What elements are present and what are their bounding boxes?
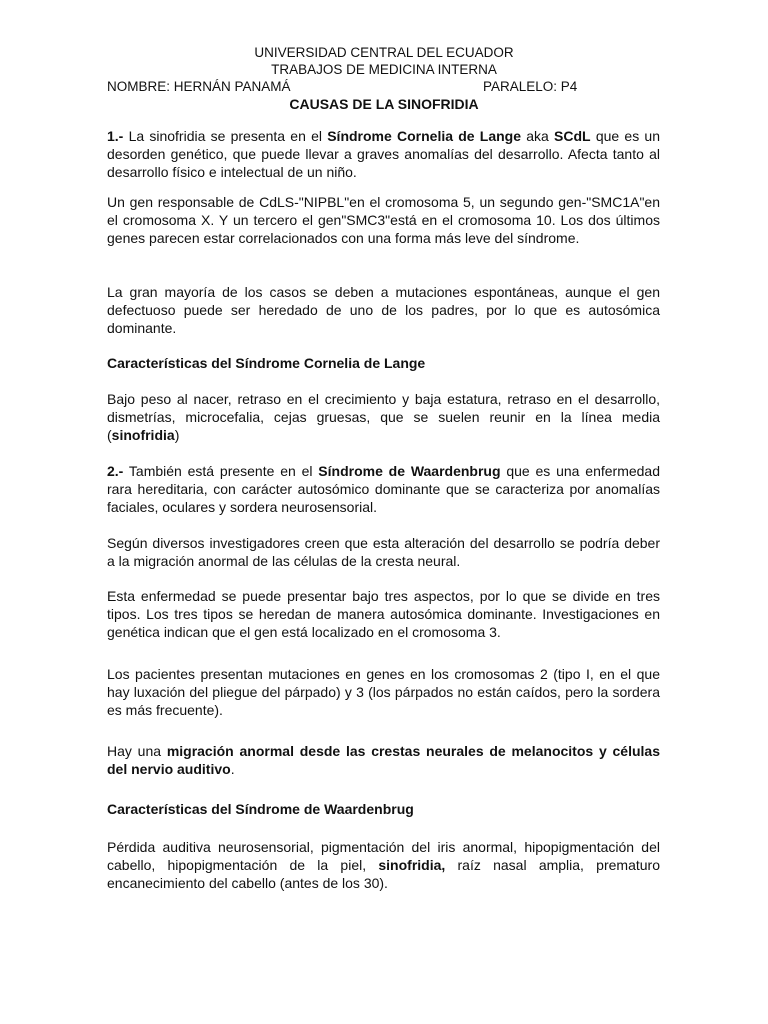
parallel-label: PARALELO: P4 <box>483 79 578 94</box>
item-number: 2.- <box>107 463 124 479</box>
bold-run: sinofridia <box>111 427 175 443</box>
document-title: CAUSAS DE LA SINOFRIDIA <box>289 96 479 112</box>
course-heading: TRABAJOS DE MEDICINA INTERNA <box>271 62 497 77</box>
text-run: También está presente en el <box>123 463 319 479</box>
item-number: 1.- <box>107 128 124 144</box>
paragraph-5 <box>107 462 660 516</box>
text-run: raíz nasal amplia, prematuro encanecimiento del cabello (antes de los 30). <box>107 857 660 891</box>
paragraph-1 <box>107 127 660 181</box>
bold-run: migración anormal desde las crestas neurales de melanocitos y células del nervio auditivo <box>107 743 660 777</box>
text-run: que es una enfermedad rara hereditaria, con carácter autosómico dominante que se caracteriza por anomalías faciales, oculares y sordera neurosensorial. <box>107 463 660 515</box>
paragraph-10 <box>107 838 660 892</box>
text-run: aka <box>521 128 555 144</box>
bold-run: Síndrome de Waardenbrug <box>318 463 501 479</box>
paragraph-3: La gran mayoría de los casos se deben a mutaciones espontáneas, aunque el gen defectuoso puede ser heredado de uno de los padres, por lo que es autosómica dominante. <box>107 284 660 336</box>
text-run: La sinofridia se presenta en el <box>123 128 328 144</box>
bold-run: SCdL <box>554 128 591 144</box>
text-run: Bajo peso al nacer, retraso en el crecimiento y baja estatura, retraso en el desarrollo, dismetrías, microcefalia, cejas gruesas, que se suelen reunir en la línea media ( <box>107 391 660 443</box>
paragraph-6: Según diversos investigadores creen que esta alteración del desarrollo se podría deber a la migración anormal de las células de la cresta neural. <box>107 535 660 569</box>
paragraph-7: Esta enfermedad se puede presentar bajo tres aspectos, por lo que se divide en tres tipos. Los tres tipos se heredan de manera autosómica dominante. Investigaciones en genética indican que el gen está localizado en el cromosoma 3. <box>107 588 660 640</box>
bold-run: sinofridia, <box>378 857 446 873</box>
text-run: . <box>230 761 235 777</box>
student-name: NOMBRE: HERNÁN PANAMÁ <box>107 79 291 94</box>
paragraph-4 <box>107 390 660 444</box>
text-run: que es un desorden genético, que puede llevar a graves anomalías del desarrollo. Afecta tanto al desarrollo físico e intelectual de un niño. <box>107 128 660 180</box>
paragraph-8: Los pacientes presentan mutaciones en genes en los cromosomas 2 (tipo I, en el que hay luxación del pliegue del párpado) y 3 (los párpados no están caídos, pero la sordera es más frecuente). <box>107 666 660 718</box>
paragraph-9 <box>107 742 660 778</box>
paragraph-2: Un gen responsable de CdLS-"NIPBL"en el cromosoma 5, un segundo gen-"SMC1A"en el cromosoma X. Y un tercero el gen"SMC3"está en el cromosoma 10. Los dos últimos genes parecen estar correlacionados con una forma más leve del síndrome. <box>107 194 660 246</box>
university-heading: UNIVERSIDAD CENTRAL DEL ECUADOR <box>254 45 514 60</box>
section-heading-lange: Características del Síndrome Cornelia de Lange <box>107 355 426 371</box>
bold-run: Síndrome Cornelia de Lange <box>327 128 522 144</box>
text-run: Hay una <box>107 743 167 759</box>
text-run: ) <box>174 427 180 443</box>
section-heading-waardenbrug: Características del Síndrome de Waardenbrug <box>107 801 414 817</box>
text-run: Pérdida auditiva neurosensorial, pigmentación del iris anormal, hipopigmentación del cabello, hipopigmentación de la piel, <box>107 839 660 873</box>
